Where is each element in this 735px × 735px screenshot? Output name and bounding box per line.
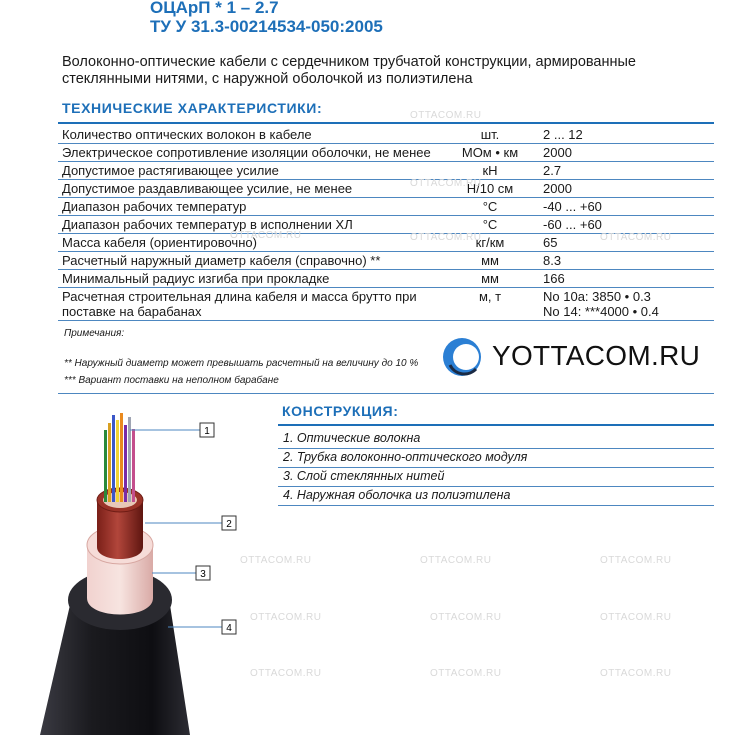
spec-value: 2000 — [539, 144, 714, 162]
watermark: OTTACOM.RU — [410, 110, 482, 121]
callout-2 — [222, 516, 236, 530]
spec-unit: мм — [441, 252, 539, 270]
specs-table — [58, 126, 714, 321]
table-row — [58, 126, 714, 144]
watermark: OTTACOM.RU — [240, 555, 312, 566]
spec-unit: м, т — [441, 288, 539, 321]
callout-number: 2 — [226, 519, 232, 530]
watermark: OTTACOM.RU — [600, 612, 672, 623]
spec-label: Количество оптических волокон в кабеле — [58, 126, 441, 144]
spec-unit: кН — [441, 162, 539, 180]
watermark: OTTACOM.RU — [430, 668, 502, 679]
spec-label: Допустимое растягивающее усилие — [58, 162, 441, 180]
callout-4 — [222, 620, 236, 634]
product-title-standard: ТУ У 31.3-00214534-050:2005 — [150, 17, 383, 36]
table-row — [58, 180, 714, 198]
spec-label: Допустимое раздавливающее усилие, не менее — [58, 180, 441, 198]
construction-list — [278, 430, 714, 506]
product-title-name: ОЦАрП * 1 – 2.7 — [150, 0, 279, 17]
watermark: OTTACOM.RU — [420, 555, 492, 566]
watermark: OTTACOM.RU — [230, 230, 302, 241]
cable-illustration — [0, 395, 260, 735]
watermark: OTTACOM.RU — [600, 232, 672, 243]
watermark: OTTACOM.RU — [600, 555, 672, 566]
yottacom-logo — [440, 335, 701, 379]
spec-value: 2.7 — [539, 162, 714, 180]
spec-unit: Н/10 см — [441, 180, 539, 198]
spec-label: Расчетный наружный диаметр кабеля (справочно) ** — [58, 252, 441, 270]
notes-divider — [58, 393, 714, 394]
logo-icon — [440, 335, 490, 379]
spec-value — [539, 288, 714, 321]
spec-unit: °С — [441, 198, 539, 216]
list-item: 4. Наружная оболочка из полиэтилена — [278, 487, 714, 506]
list-item: 1. Оптические волокна — [278, 430, 714, 449]
watermark: OTTACOM.RU — [430, 612, 502, 623]
spec-value-line: No 14: ***4000 • 0.4 — [543, 304, 659, 319]
table-row — [58, 162, 714, 180]
spec-value: -60 ... +60 — [539, 216, 714, 234]
callout-number: 1 — [204, 426, 210, 437]
list-item: 2. Трубка волоконно-оптического модуля — [278, 449, 714, 468]
callout-3 — [196, 566, 210, 580]
spec-unit: мм — [441, 270, 539, 288]
watermark: OTTACOM.RU — [410, 178, 482, 189]
product-title — [150, 0, 383, 36]
table-row — [58, 144, 714, 162]
note-drum: *** Вариант поставки на неполном барабане — [64, 375, 279, 386]
watermark: OTTACOM.RU — [600, 668, 672, 679]
spec-value: 2 ... 12 — [539, 126, 714, 144]
spec-value: 8.3 — [539, 252, 714, 270]
table-row — [58, 270, 714, 288]
spec-label: Минимальный радиус изгиба при прокладке — [58, 270, 441, 288]
construction-divider — [278, 424, 714, 426]
spec-value: 65 — [539, 234, 714, 252]
spec-label: Электрическое сопротивление изоляции оболочки, не менее — [58, 144, 441, 162]
logo-text: YOTTACOM.RU — [492, 340, 701, 371]
spec-unit: кг/км — [441, 234, 539, 252]
watermark: OTTACOM.RU — [250, 612, 322, 623]
list-item: 3. Слой стеклянных нитей — [278, 468, 714, 487]
specs-heading: ТЕХНИЧЕСКИЕ ХАРАКТЕРИСТИКИ: — [62, 100, 323, 116]
watermark: OTTACOM.RU — [250, 668, 322, 679]
callout-1 — [200, 423, 214, 437]
product-description: Волоконно-оптические кабели с сердечником трубчатой конструкции, армированные стеклянными нитями, с наружной оболочкой из полиэтилена — [62, 54, 636, 87]
spec-value: 2000 — [539, 180, 714, 198]
note-diameter: ** Наружный диаметр может превышать расчетный на величину до 10 % — [64, 358, 419, 369]
table-row — [58, 288, 714, 321]
spec-label: Расчетная строительная длина кабеля и масса брутто при поставке на барабанах — [58, 288, 441, 321]
callout-number: 4 — [226, 623, 232, 634]
spec-value-line: No 10а: 3850 • 0.3 — [543, 289, 651, 304]
spec-value: 166 — [539, 270, 714, 288]
spec-value: -40 ... +60 — [539, 198, 714, 216]
table-row — [58, 252, 714, 270]
spec-label: Масса кабеля (ориентировочно) — [58, 234, 441, 252]
spec-label: Диапазон рабочих температур в исполнении ХЛ — [58, 216, 441, 234]
notes-title: Примечания: — [64, 328, 125, 339]
specs-divider — [58, 122, 714, 124]
watermark: OTTACOM.RU — [410, 232, 482, 243]
spec-unit: МОм • км — [441, 144, 539, 162]
table-row — [58, 216, 714, 234]
construction-heading: КОНСТРУКЦИЯ: — [282, 403, 399, 419]
spec-label: Диапазон рабочих температур — [58, 198, 441, 216]
callout-number: 3 — [200, 569, 206, 580]
spec-unit: шт. — [441, 126, 539, 144]
spec-unit: °С — [441, 216, 539, 234]
table-row — [58, 198, 714, 216]
